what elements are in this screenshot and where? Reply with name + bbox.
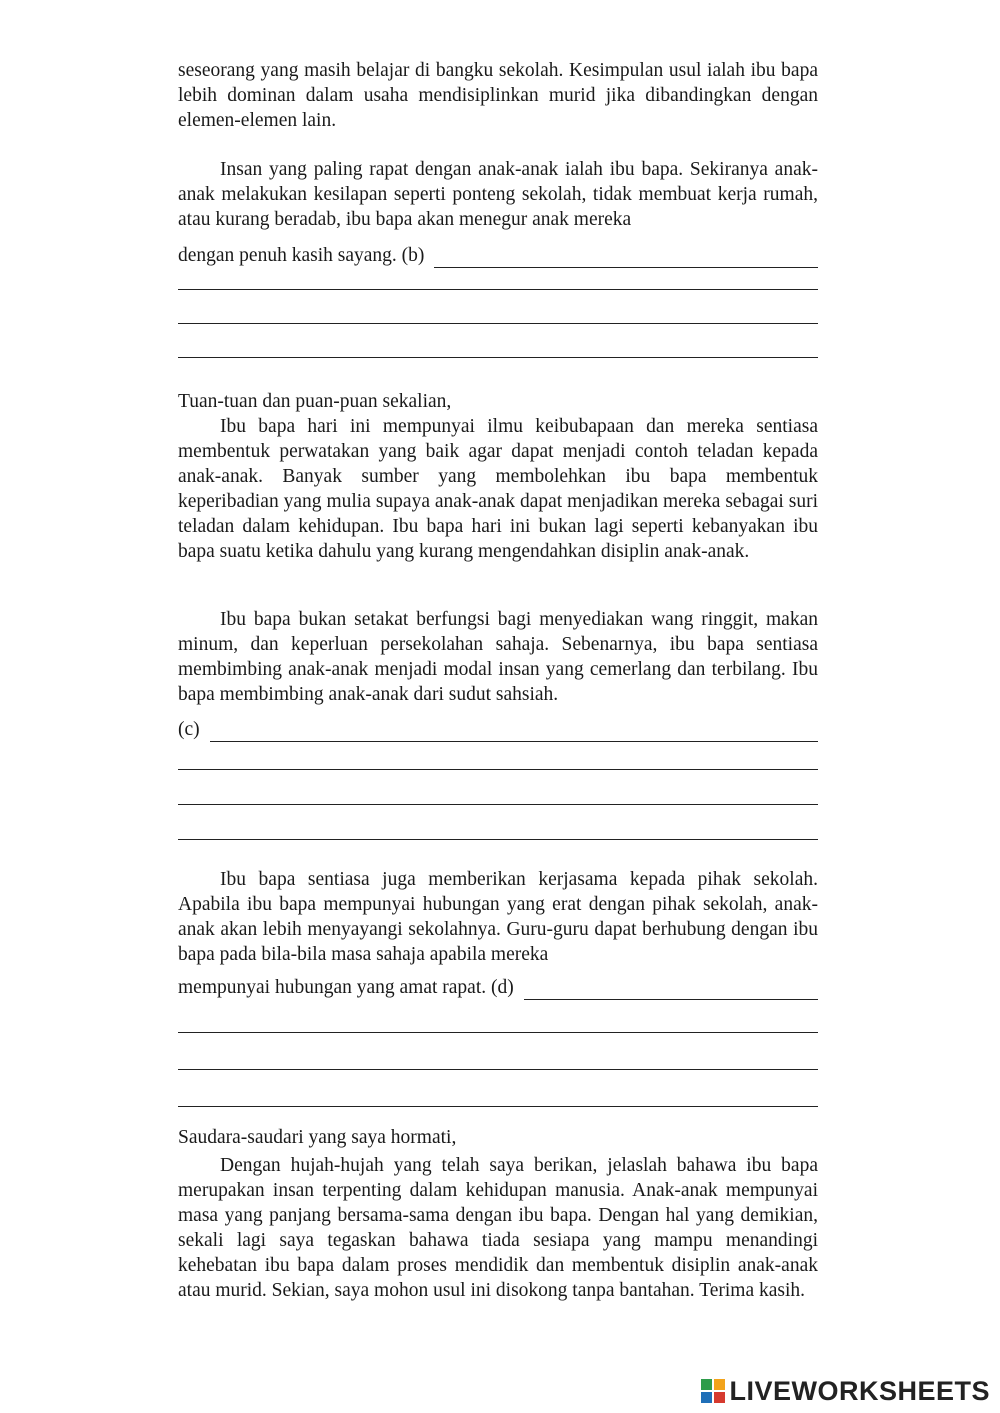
paragraph-4	[178, 607, 818, 707]
liveworksheets-brand	[701, 1371, 990, 1411]
answer-c-line-4[interactable]	[178, 839, 818, 840]
answer-b-prompt: dengan penuh kasih sayang. (b)	[178, 245, 425, 266]
salutation-2: Saudara-saudari yang saya hormati,	[178, 1127, 457, 1148]
answer-d-line-2[interactable]	[178, 1032, 818, 1033]
paragraph-3-text: Ibu bapa hari ini mempunyai ilmu keibubapaan dan mereka sentiasa membentuk perwatakan yang baik agar dapat menjadi contoh teladan kepada anak-anak. Banyak sumber yang membolehkan ibu bapa membentuk keperibadian yang mulia supaya anak-anak dapat menjadikan mereka sebagai suri teladan dalam kehidupan. Ibu bapa hari ini bukan lagi seperti kebanyakan ibu bapa suatu ketika dahulu yang kurang mengendahkan disiplin anak-anak.	[178, 416, 818, 562]
answer-d-blank[interactable]	[524, 981, 818, 1000]
paragraph-5-text: Ibu bapa sentiasa juga memberikan kerjasama kepada pihak sekolah. Apabila ibu bapa mempunyai hubungan yang erat dengan pihak sekolah, anak-anak akan lebih menyayangi sekolahnya. Guru-guru dapat berhubung dengan ibu bapa pada bila-bila masa sahaja apabila mereka	[178, 869, 818, 965]
answer-d-row	[178, 975, 818, 1000]
paragraph-2-text: Insan yang paling rapat dengan anak-anak ialah ibu bapa. Sekiranya anak-anak melakukan kesilapan seperti ponteng sekolah, tidak membuat kerja rumah, atau kurang beradab, ibu bapa akan menegur anak mereka	[178, 159, 818, 230]
answer-c-row	[178, 717, 818, 742]
liveworksheets-logo-icon	[701, 1379, 725, 1403]
paragraph-1-text: seseorang yang masih belajar di bangku sekolah. Kesimpulan usul ialah ibu bapa lebih dominan dalam usaha mendisiplinkan murid jika dibandingkan dengan elemen-elemen lain.	[178, 60, 818, 131]
answer-c-line-3[interactable]	[178, 804, 818, 805]
answer-d-prompt: mempunyai hubungan yang amat rapat. (d)	[178, 977, 514, 998]
liveworksheets-wordmark: LIVEWORKSHEETS	[729, 1375, 990, 1406]
answer-b-line-4[interactable]	[178, 357, 818, 358]
paragraph-5	[178, 867, 818, 967]
answer-d-line-4[interactable]	[178, 1106, 818, 1107]
answer-c-line-2[interactable]	[178, 769, 818, 770]
answer-d-line-3[interactable]	[178, 1069, 818, 1070]
paragraph-6	[178, 1153, 818, 1303]
paragraph-3	[178, 414, 818, 564]
answer-c-prompt: (c)	[178, 719, 200, 740]
paragraph-4-text: Ibu bapa bukan setakat berfungsi bagi menyediakan wang ringgit, makan minum, dan keperluan persekolahan sahaja. Sebenarnya, ibu bapa sentiasa membimbing anak-anak menjadi modal insan yang cemerlang dan terbilang. Ibu bapa membimbing anak-anak dari sudut sahsiah.	[178, 609, 818, 705]
salutation-1: Tuan-tuan dan puan-puan sekalian,	[178, 391, 452, 412]
answer-b-line-3[interactable]	[178, 323, 818, 324]
answer-b-blank[interactable]	[434, 249, 818, 268]
answer-c-blank[interactable]	[210, 723, 818, 742]
answer-b-line-2[interactable]	[178, 289, 818, 290]
paragraph-2	[178, 157, 818, 232]
answer-b-row	[178, 243, 818, 268]
paragraph-6-text: Dengan hujah-hujah yang telah saya berikan, jelaslah bahawa ibu bapa merupakan insan terpenting dalam kehidupan manusia. Anak-anak mempunyai masa yang panjang bersama-sama dengan ibu bapa. Dengan hal yang demikian, sekali lagi saya tegaskan bahawa tiada sesiapa yang mampu menandingi kehebatan ibu bapa dalam proses mendidik dan membentuk disiplin anak-anak atau murid. Sekian, saya mohon usul ini disokong tanpa bantahan. Terima kasih.	[178, 1155, 818, 1301]
paragraph-1	[178, 58, 818, 133]
